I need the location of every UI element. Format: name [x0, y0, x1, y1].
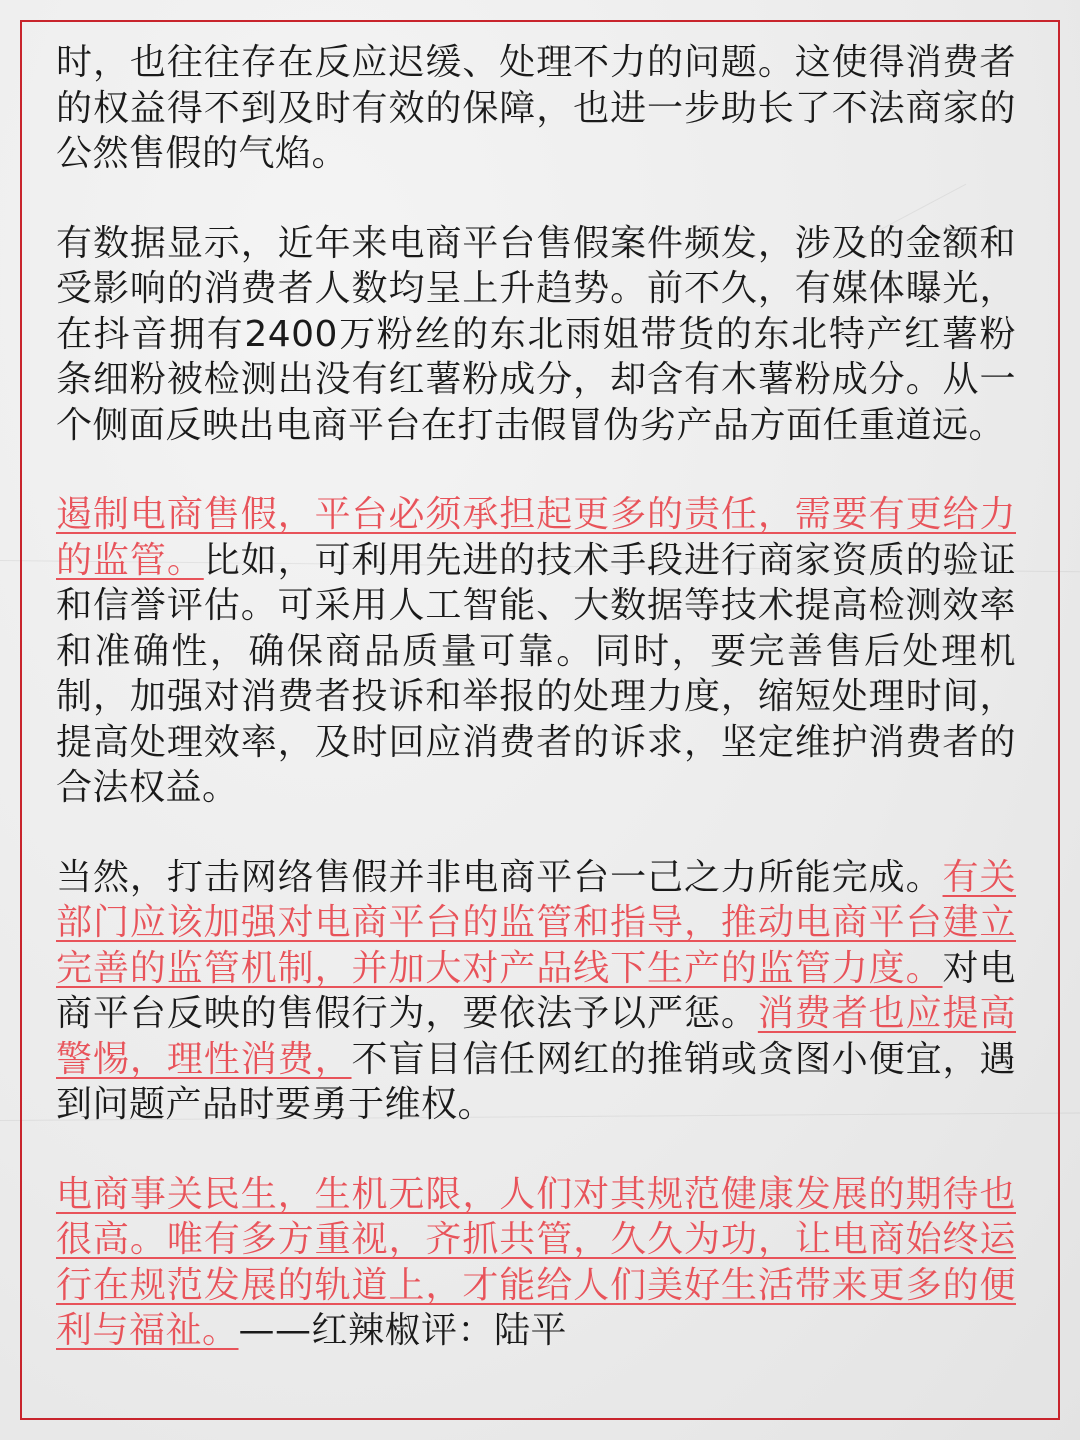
highlighted-text: 电商事关民生，生机无限，人们对其规范健康发展的期待也很高。唯有多方重视，齐抓共管，久久为功，让电商始终运行在规范发展的轨道上，才能给人们美好生活带来更多的便利与福祉。	[56, 1173, 1016, 1351]
article-paragraph	[56, 40, 1016, 177]
body-text: 比如，可利用先进的技术手段进行商家资质的验证和信誉评估。可采用人工智能、大数据等技术提高检测效率和准确性，确保商品质量可靠。同时，要完善售后处理机制，加强对消费者投诉和举报的处理力度，缩短处理时间，提高处理效率，及时回应消费者的诉求，坚定维护消费者的合法权益。	[56, 539, 1016, 808]
body-text: 时，也往往存在反应迟缓、处理不力的问题。这使得消费者的权益得不到及时有效的保障，也进一步助长了不法商家的公然售假的气焰。	[56, 42, 1016, 174]
article-paragraph	[56, 855, 1016, 1128]
highlighted-text: 遏制电商售假，平台必须承担起更多的责任，需要有更给力的监管。	[56, 494, 1016, 581]
body-text: 当然，打击网络售假并非电商平台一己之力所能完成。	[56, 856, 943, 898]
article-paragraph	[56, 492, 1016, 811]
body-text: ——红辣椒评：陆平	[238, 1310, 568, 1351]
article-paragraph	[56, 1172, 1016, 1354]
body-text: 有数据显示，近年来电商平台售假案件频发，涉及的金额和受影响的消费者人数均呈上升趋势。前不久，有媒体曝光，在抖音拥有2400万粉丝的东北雨姐带货的东北特产红薯粉条细粉被检测出没有红薯粉成分，却含有木薯粉成分。从一个侧面反映出电商平台在打击假冒伪劣产品方面任重道远。	[56, 222, 1016, 446]
highlighted-text: 消费者也应提高警惕，理性消费，	[56, 993, 1016, 1080]
article-body	[56, 40, 1016, 1398]
body-text: 对电商平台反映的售假行为，要依法予以严惩。	[56, 947, 1016, 1034]
article-paragraph	[56, 221, 1016, 449]
body-text: 不盲目信任网红的推销或贪图小便宜，遇到问题产品时要勇于维权。	[56, 1038, 1016, 1125]
highlighted-text: 有关部门应该加强对电商平台的监管和指导，推动电商平台建立完善的监管机制，并加大对产品线下生产的监管力度。	[56, 856, 1016, 989]
